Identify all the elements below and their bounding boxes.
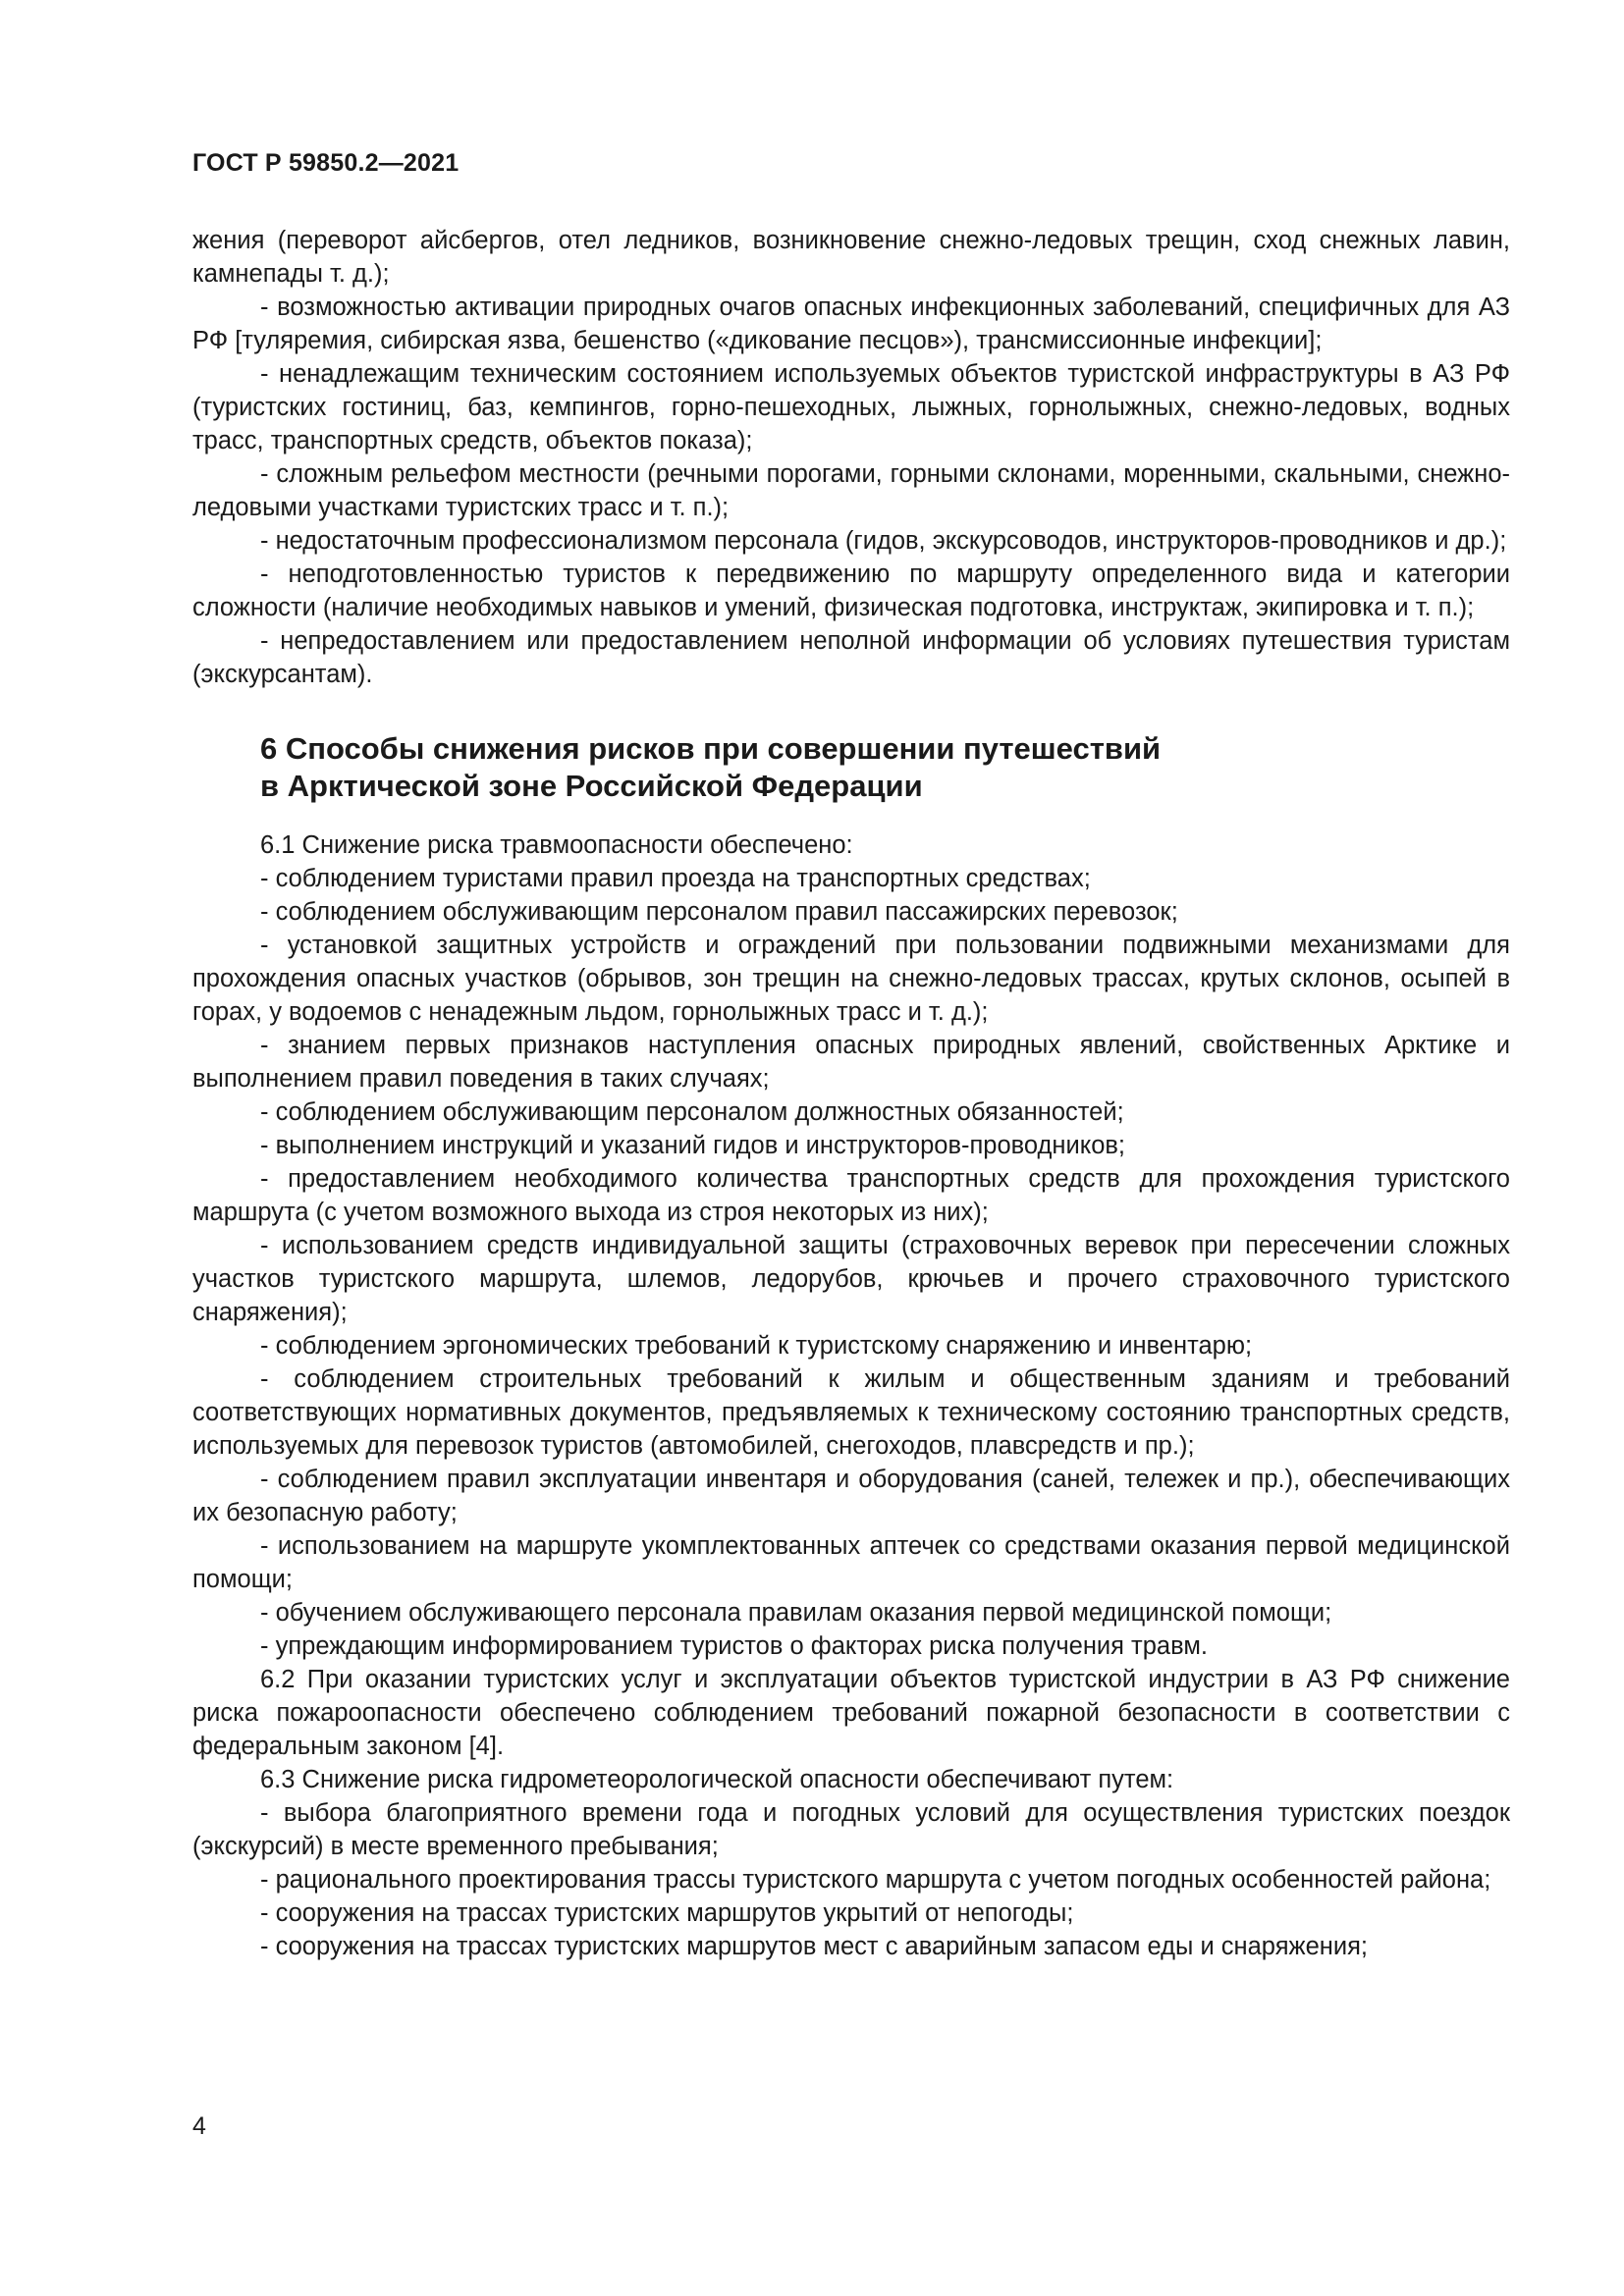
page-number: 4: [192, 2112, 206, 2140]
document-header-code: ГОСТ Р 59850.2—2021: [192, 149, 460, 177]
paragraph-list-item: - сооружения на трассах туристских маршрутов укрытий от непогоды;: [260, 1899, 1074, 1927]
paragraph-list-item: - соблюдением обслуживающим персоналом правил пассажирских перевозок;: [260, 898, 1178, 926]
paragraph-list-item: - использованием на маршруте укомплектованных аптечек со средствами оказания первой медицинской помощи;: [192, 1532, 1510, 1593]
paragraph-list-item: - предоставлением необходимого количества транспортных средств для прохождения туристского маршрута (с учетом возможного выхода из строя некоторых из них);: [192, 1165, 1510, 1226]
paragraph-list-item: - упреждающим информированием туристов о факторах риска получения травм.: [260, 1632, 1208, 1660]
paragraph-list-item: - выполнением инструкций и указаний гидов и инструкторов-проводников;: [260, 1132, 1126, 1159]
section-heading-line-2: в Арктической зоне Российской Федерации: [260, 769, 923, 803]
paragraph-list-item: - соблюдением строительных требований к жилым и общественным зданиям и требований соответствующих нормативных документов, предъявляемых к техническому состоянию транспортных средств, используемых для перевозок туристов (автомобилей, снегоходов, плавсредств и пр.);: [192, 1365, 1510, 1460]
paragraph-list-item: - рационального проектирования трассы туристского маршрута с учетом погодных особенностей района;: [260, 1866, 1491, 1894]
paragraph-list-item: - выбора благоприятного времени года и погодных условий для осуществления туристских поездок (экскурсий) в месте временного пребывания;: [192, 1799, 1510, 1860]
paragraph-list-item: - соблюдением туристами правил проезда на транспортных средствах;: [260, 865, 1091, 892]
paragraph-list-item: - возможностью активации природных очагов опасных инфекционных заболеваний, специфичных для АЗ РФ [туляремия, сибирская язва, бешенство («дикование песцов»), трансмиссионные инфекции];: [192, 294, 1510, 354]
clause-6-1: 6.1 Снижение риска травмоопасности обеспечено:: [260, 831, 853, 859]
document-body: [192, 224, 1510, 1963]
paragraph-list-item: - неподготовленностью туристов к передвижению по маршруту определенного вида и категории сложности (наличие необходимых навыков и умений, физическая подготовка, инструктаж, экипировка и т. п.);: [192, 561, 1510, 621]
clause-6-3: 6.3 Снижение риска гидрометеорологической опасности обеспечивают путем:: [260, 1766, 1174, 1793]
paragraph-list-item: - использованием средств индивидуальной защиты (страховочных веревок при пересечении сложных участков туристского маршрута, шлемов, ледорубов, крючьев и прочего страховочного туристского снаряжения);: [192, 1232, 1510, 1326]
paragraph-list-item: - сложным рельефом местности (речными порогами, горными склонами, моренными, скальными, снежно-ледовыми участками туристских трасс и т. п.);: [192, 460, 1510, 521]
paragraph-list-item: - недостаточным профессионализмом персонала (гидов, экскурсоводов, инструкторов-проводников и др.);: [260, 527, 1507, 555]
paragraph-list-item: - ненадлежащим техническим состоянием используемых объектов туристской инфраструктуры в АЗ РФ (туристских гостиниц, баз, кемпингов, горно-пешеходных, лыжных, горнолыжных, снежно-ледовых, водных трасс, транспортных средств, объектов показа);: [192, 360, 1510, 454]
paragraph-list-item: - соблюдением правил эксплуатации инвентаря и оборудования (саней, тележек и пр.), обеспечивающих их безопасную работу;: [192, 1466, 1510, 1526]
section-6-heading: [192, 730, 1510, 805]
paragraph-list-item: - знанием первых признаков наступления опасных природных явлений, свойственных Арктике и выполнением правил поведения в таких случаях;: [192, 1032, 1510, 1093]
section-heading-line-1: 6 Способы снижения рисков при совершении путешествий: [260, 731, 1162, 766]
paragraph-continuation: жения (переворот айсбергов, отел ледников, возникновение снежно-ледовых трещин, сход снежных лавин, камнепады т. д.);: [192, 227, 1510, 288]
paragraph-list-item: - непредоставлением или предоставлением неполной информации об условиях путешествия туристам (экскурсантам).: [192, 627, 1510, 688]
paragraph-list-item: - установкой защитных устройств и ограждений при пользовании подвижными механизмами для прохождения опасных участков (обрывов, зон трещин на снежно-ледовых трассах, крутых склонов, осыпей в горах, у водоемов с ненадежным льдом, горнолыжных трасс и т. д.);: [192, 932, 1510, 1026]
paragraph-list-item: - обучением обслуживающего персонала правилам оказания первой медицинской помощи;: [260, 1599, 1332, 1627]
paragraph-list-item: - соблюдением эргономических требований к туристскому снаряжению и инвентарю;: [260, 1332, 1253, 1360]
clause-6-2: 6.2 При оказании туристских услуг и эксплуатации объектов туристской индустрии в АЗ РФ снижение риска пожароопасности обеспечено соблюдением требований пожарной безопасности в соответствии с федеральным законом [4].: [192, 1666, 1510, 1760]
paragraph-list-item: - соблюдением обслуживающим персоналом должностных обязанностей;: [260, 1098, 1124, 1126]
paragraph-list-item: - сооружения на трассах туристских маршрутов мест с аварийным запасом еды и снаряжения;: [260, 1933, 1368, 1960]
